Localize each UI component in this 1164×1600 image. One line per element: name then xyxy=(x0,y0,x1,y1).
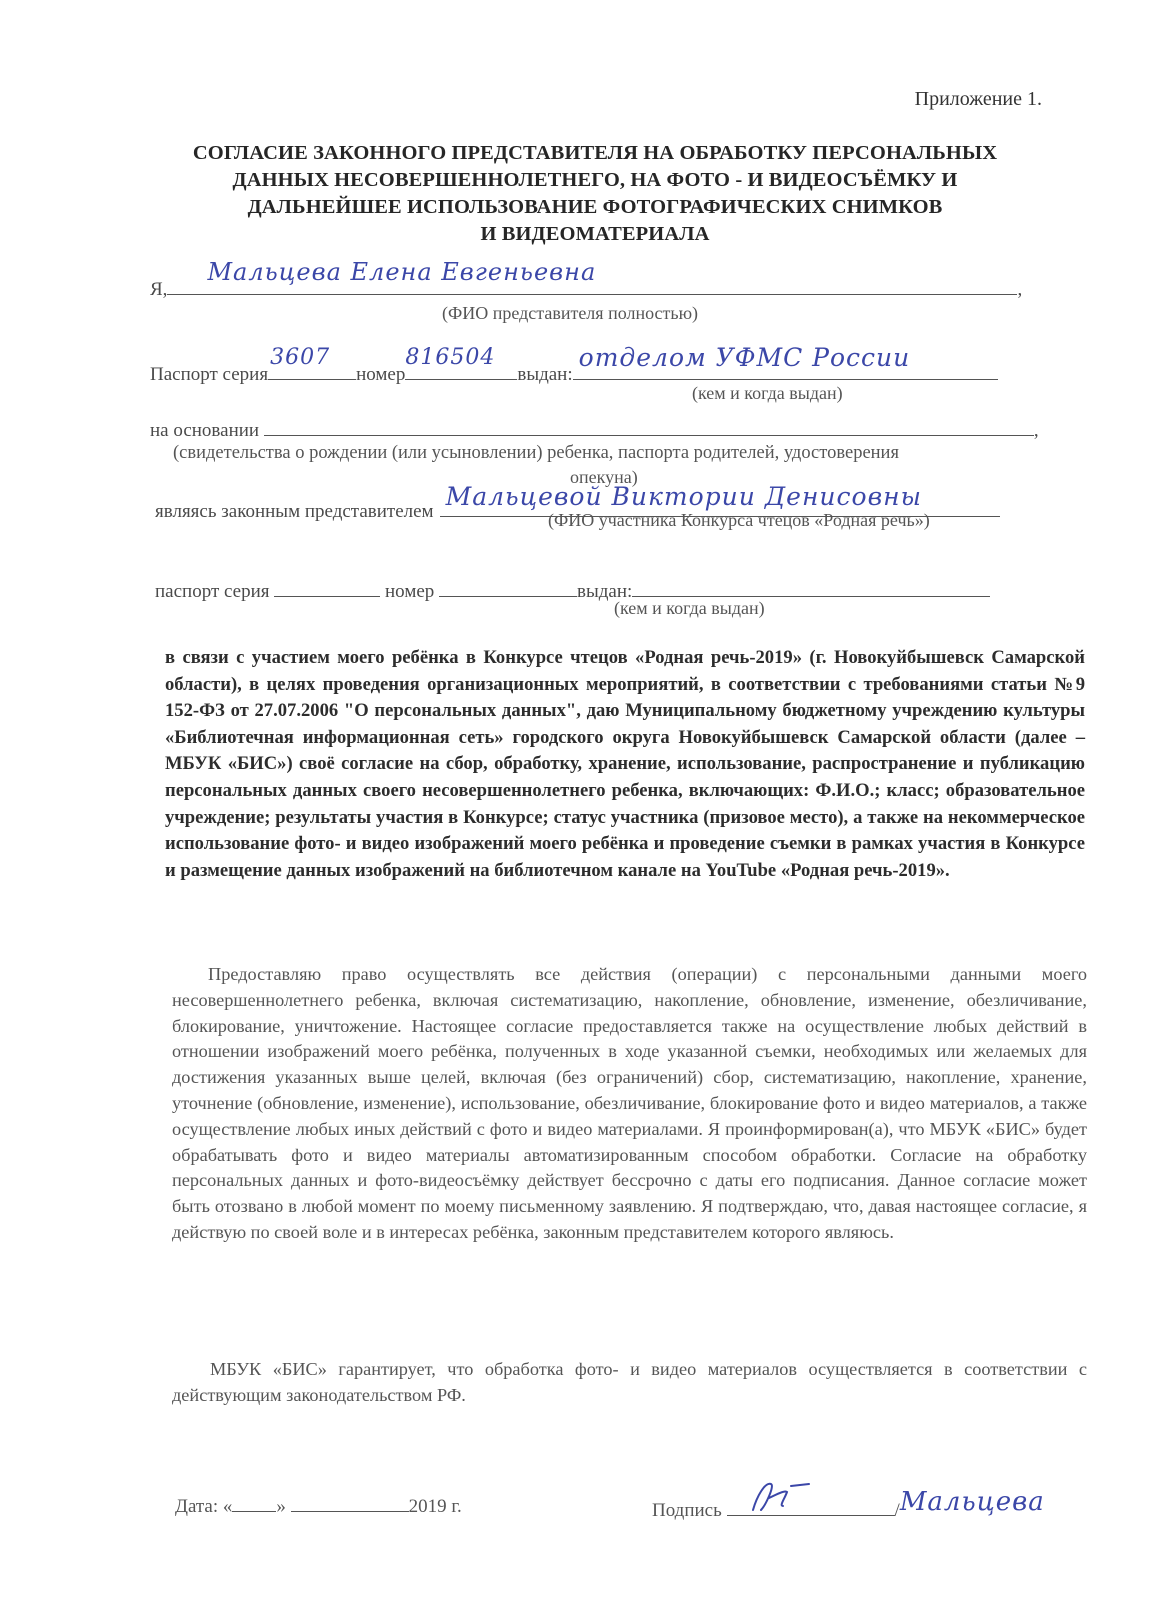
date-day-field[interactable] xyxy=(232,1493,276,1512)
representative-handwritten: Мальцева Елена Евгеньевна xyxy=(207,258,597,286)
passport-number-field[interactable] xyxy=(405,345,517,380)
representative-caption: (ФИО представителя полностью) xyxy=(442,303,699,323)
passport-number-label: номер xyxy=(356,364,406,385)
passport-number-handwritten: 816504 xyxy=(405,345,496,370)
date-row xyxy=(175,1493,462,1518)
basis-caption-2: опекуна) xyxy=(570,467,638,487)
signature-label: Подпись xyxy=(652,1500,722,1521)
legal-rep-handwritten: Мальцевой Виктории Денисовны xyxy=(445,482,922,511)
date-month-field[interactable] xyxy=(291,1493,409,1512)
legal-rep-label: являясь законным представителем xyxy=(155,501,434,522)
passport-series-handwritten: 3607 xyxy=(270,345,331,370)
passport-issued-label: выдан: xyxy=(517,364,573,385)
date-label: Дата: « xyxy=(175,1496,233,1517)
date-mid: » xyxy=(276,1496,286,1517)
child-passport-row xyxy=(155,578,990,603)
child-passport-series-label: паспорт серия xyxy=(155,581,270,602)
guarantee-paragraph: МБУК «БИС» гарантирует, что обработка фото- и видео материалов осуществляется в соответствии с действующим законодательством РФ. xyxy=(172,1359,1087,1405)
child-passport-issued-field[interactable] xyxy=(632,578,990,597)
child-passport-number-field[interactable] xyxy=(439,578,577,597)
representative-row: Я, Мальцева Елена Евгеньевна , xyxy=(150,258,1023,300)
consent-main-paragraph: в связи с участием моего ребёнка в Конкурсе чтецов «Родная речь-2019» (г. Новокуйбышевск Самарской области), в целях проведения организационных мероприятий, в соответствии с требованиями статьи №9 152-ФЗ от 27.07.2006 "О персональных данных", даю Муниципальному бюджетному учреждению культуры «Библиотечная информационная сеть» городского округа Новокуйбышевск Самарской области (далее – МБУК «БИС») своё согласие на сбор, обработку, хранение, использование, распространение и публикацию персональных данных своего несовершеннолетнего ребенка, включающих: Ф.И.О.; класс; образовательное учреждение; результаты участия в Конкурсе; статус участника (призовое место), а также на некоммерческое использование фото- и видео изображений моего ребёнка и проведение съемки в рамках участия в Конкурсе и размещение данных изображений на библиотечном канале на YouTube «Родная речь-2019». xyxy=(165,647,1085,881)
child-passport-issued-label: выдан: xyxy=(577,581,633,602)
child-passport-caption: (кем и когда выдан) xyxy=(614,598,765,618)
signature-row: Подпись /Мальцева xyxy=(652,1487,1045,1521)
passport-issued-field[interactable] xyxy=(573,343,998,380)
passport-row xyxy=(150,343,998,386)
basis-field[interactable] xyxy=(264,417,1034,436)
title-line: ДАЛЬНЕЙШЕЕ ИСПОЛЬЗОВАНИЕ ФОТОГРАФИЧЕСКИХ СНИМКОВ xyxy=(247,196,943,218)
representative-field[interactable] xyxy=(167,258,1017,295)
passport-issued-handwritten: отделом УФМС России xyxy=(578,343,911,372)
rights-paragraph: Предоставляю право осуществлять все действия (операции) с персональными данными моего несовершеннолетнего ребенка, включая систематизацию, накопление, обновление, изменение, обезличивание, блокирование, уничтожение. Настоящее согласие предоставляется также на осуществление любых действий в отношении изображений моего ребёнка, полученных в ходе указанной съемки, необходимых или желаемых для достижения указанных выше целей, включая (без ограничений) сбор, систематизацию, накопление, хранение, уточнение (обновление, изменение), использование, обезличивание, блокирование фото и видео материалов, а также осуществление любых иных действий с фото и видео материалами. Я проинформирован(а), что МБУК «БИС» будет обрабатывать фото и видео материалы автоматизированным способом обработки. Согласие на обработку персональных данных и фото-видеосъёмку действует бессрочно с даты его подписания. Данное согласие может быть отозвано в любой момент по моему письменному заявлению. Я подтверждаю, что, давая настоящее согласие, я действую по своей воле и в интересах ребёнка, законным представителем которого являюсь. xyxy=(172,964,1087,1242)
legal-rep-caption: (ФИО участника Конкурса чтецов «Родная речь») xyxy=(548,510,930,530)
document-title xyxy=(150,140,1040,248)
signature-name-handwritten: Мальцева xyxy=(899,1487,1045,1517)
basis-caption: (свидетельства о рождении (или усыновлении) ребенка, паспорта родителей, удостоверения xyxy=(173,443,899,463)
basis-row: на основании , xyxy=(150,417,1039,442)
title-line: СОГЛАСИЕ ЗАКОННОГО ПРЕДСТАВИТЕЛЯ НА ОБРАБОТКУ ПЕРСОНАЛЬНЫХ xyxy=(192,142,998,164)
representative-label: Я, xyxy=(150,279,168,300)
child-passport-series-field[interactable] xyxy=(274,578,380,597)
passport-caption: (кем и когда выдан) xyxy=(692,383,843,403)
passport-series-label: Паспорт серия xyxy=(150,364,269,385)
passport-series-field[interactable] xyxy=(268,345,356,380)
child-passport-number-label: номер xyxy=(385,581,435,602)
appendix-label: Приложение 1. xyxy=(914,88,1042,110)
date-year: 2019 г. xyxy=(408,1496,462,1517)
title-line: И ВИДЕОМАТЕРИАЛА xyxy=(480,223,710,245)
title-line: ДАННЫХ НЕСОВЕРШЕННОЛЕТНЕГО, НА ФОТО - И ВИДЕОСЪЁМКУ И xyxy=(232,169,958,191)
basis-label: на основании xyxy=(150,420,260,441)
signature-scribble-icon xyxy=(735,1476,895,1516)
